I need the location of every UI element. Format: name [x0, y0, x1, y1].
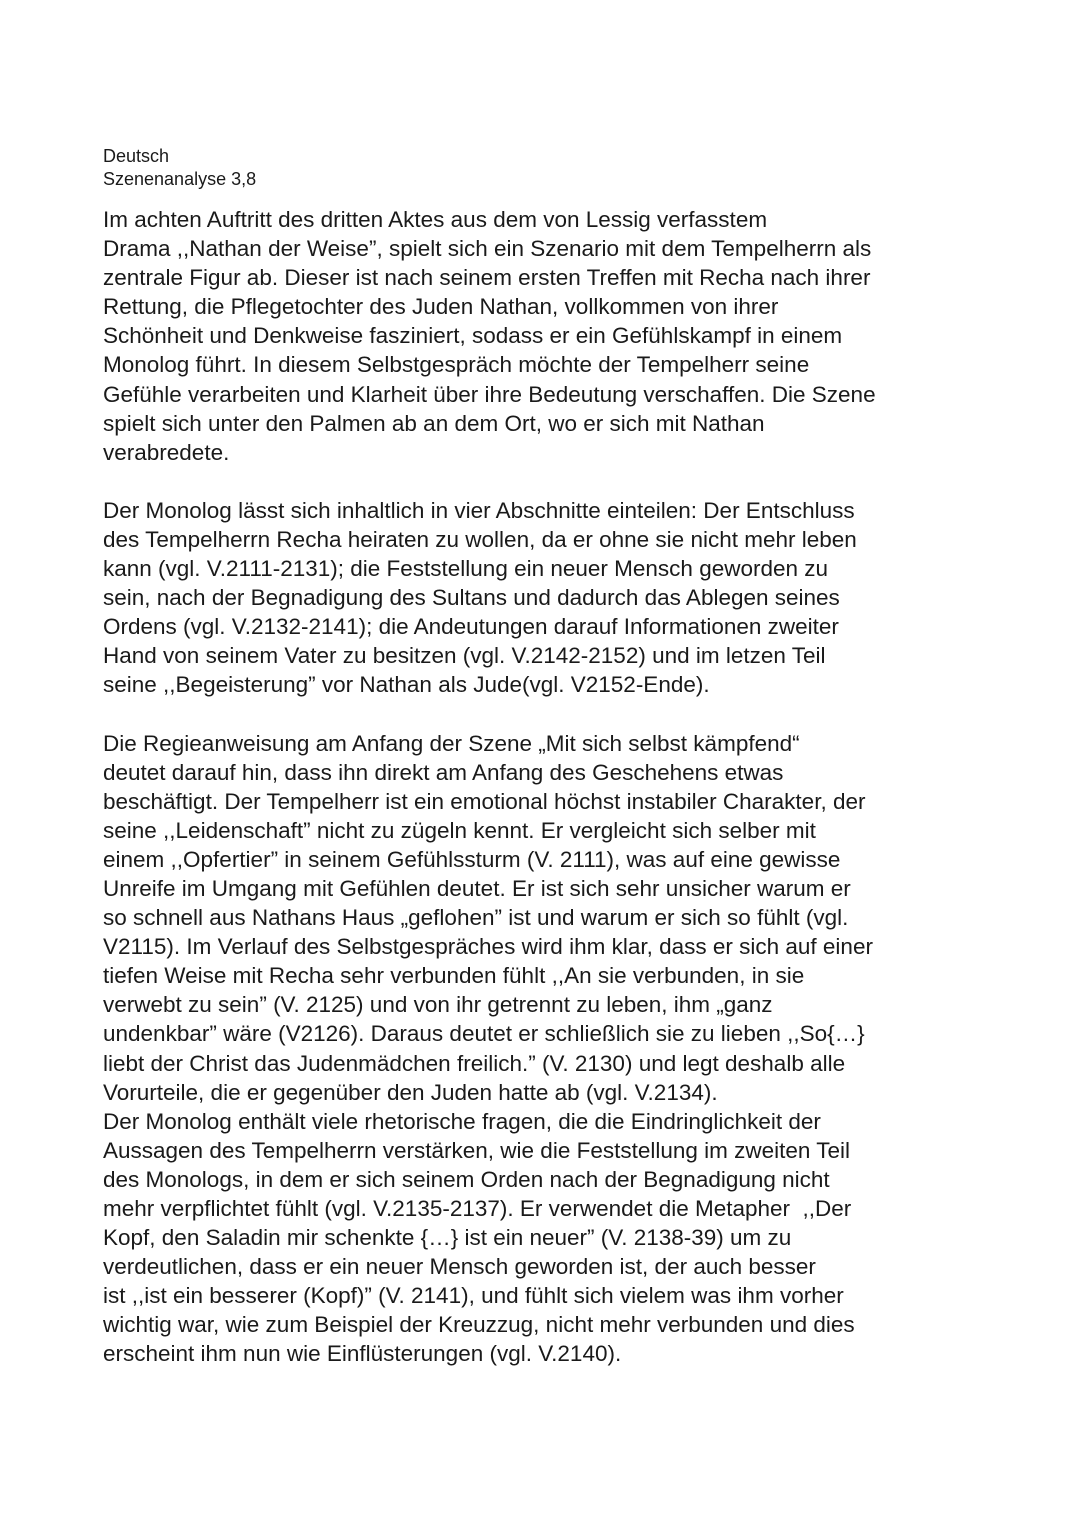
text-line: seine ,,Leidenschaft” nicht zu zügeln kennt. Er vergleicht sich selber mit: [103, 817, 816, 843]
paragraph-2: [103, 496, 983, 700]
paragraph-3: [103, 729, 983, 1369]
text-line: deutet darauf hin, dass ihn direkt am Anfang des Geschehens etwas: [103, 759, 784, 785]
text-line: verdeutlichen, dass er ein neuer Mensch geworden ist, der auch besser: [103, 1254, 816, 1280]
paragraph-1: [103, 205, 983, 467]
text-line: Drama ,,Nathan der Weise”, spielt sich ein Szenario mit dem Tempelherrn als: [103, 236, 872, 262]
text-line: verabredete.: [103, 439, 230, 465]
text-line: spielt sich unter den Palmen ab an dem Ort, wo er sich mit Nathan: [103, 410, 765, 436]
text-line: des Tempelherrn Recha heiraten zu wollen, da er ohne sie nicht mehr leben: [103, 526, 857, 552]
paragraph-gap: [103, 467, 983, 496]
paragraph-gap: [103, 700, 983, 729]
text-line: Vorurteile, die er gegenüber den Juden hatte ab (vgl. V.2134).: [103, 1079, 718, 1105]
text-line: V2115). Im Verlauf des Selbstgespräches wird ihm klar, dass er sich auf einer: [103, 934, 873, 960]
document-header: [103, 145, 983, 191]
subject-label: Deutsch: [103, 146, 170, 166]
text-line: zentrale Figur ab. Dieser ist nach seinem ersten Treffen mit Recha nach ihrer: [103, 265, 871, 291]
document-title: Szenenanalyse 3,8: [103, 169, 257, 189]
text-line: Gefühle verarbeiten und Klarheit über ihre Bedeutung verschaffen. Die Szene: [103, 381, 876, 407]
text-line: tiefen Weise mit Recha sehr verbunden fühlt ,,An sie verbunden, in sie: [103, 963, 805, 989]
text-line: Hand von seinem Vater zu besitzen (vgl. V.2142-2152) und im letzen Teil: [103, 643, 826, 669]
text-line: kann (vgl. V.2111-2131); die Feststellung ein neuer Mensch geworden zu: [103, 556, 829, 582]
text-line: erscheint ihm nun wie Einflüsterungen (vgl. V.2140).: [103, 1341, 622, 1367]
text-line: beschäftigt. Der Tempelherr ist ein emotional höchst instabiler Charakter, der: [103, 788, 866, 814]
text-line: Die Regieanweisung am Anfang der Szene „Mit sich selbst kämpfend“: [103, 730, 800, 756]
text-line: einem ,,Opfertier” in seinem Gefühlssturm (V. 2111), was auf eine gewisse: [103, 846, 841, 872]
document-page: [103, 145, 983, 1369]
text-line: mehr verpflichtet fühlt (vgl. V.2135-2137). Er verwendet die Metapher ,,Der: [103, 1196, 852, 1221]
text-line: Der Monolog enthält viele rhetorische fragen, die die Eindringlichkeit der: [103, 1108, 821, 1134]
text-line: Kopf, den Saladin mir schenkte {…} ist ein neuer” (V. 2138-39) um zu: [103, 1225, 792, 1251]
text-line: wichtig war, wie zum Beispiel der Kreuzzug, nicht mehr verbunden und dies: [103, 1312, 855, 1338]
text-line: Rettung, die Pflegetochter des Juden Nathan, vollkommen von ihrer: [103, 294, 779, 320]
text-line: Im achten Auftritt des dritten Aktes aus dem von Lessig verfasstem: [103, 207, 768, 232]
text-line: sein, nach der Begnadigung des Sultans und dadurch das Ablegen seines: [103, 585, 840, 611]
text-line: Schönheit und Denkweise fasziniert, sodass er ein Gefühlskampf in einem: [103, 323, 843, 349]
text-line: verwebt zu sein” (V. 2125) und von ihr getrennt zu leben, ihm „ganz: [103, 992, 773, 1018]
text-line: Ordens (vgl. V.2132-2141); die Andeutungen darauf Informationen zweiter: [103, 614, 839, 640]
text-line: ist ,,ist ein besserer (Kopf)” (V. 2141), und fühlt sich vielem was ihm vorher: [103, 1283, 844, 1309]
text-line: liebt der Christ das Judenmädchen freilich.” (V. 2130) und legt deshalb alle: [103, 1050, 846, 1076]
text-line: undenkbar” wäre (V2126). Daraus deutet er schließlich sie zu lieben ,,So{…}: [103, 1021, 865, 1047]
text-line: Aussagen des Tempelherrn verstärken, wie die Feststellung im zweiten Teil: [103, 1137, 851, 1163]
text-line: seine ,,Begeisterung” vor Nathan als Jude(vgl. V2152-Ende).: [103, 672, 710, 698]
text-line: Monolog führt. In diesem Selbstgespräch möchte der Tempelherr seine: [103, 352, 810, 378]
text-line: so schnell aus Nathans Haus „geflohen” ist und warum er sich so fühlt (vgl.: [103, 905, 849, 931]
text-line: Der Monolog lässt sich inhaltlich in vier Abschnitte einteilen: Der Entschluss: [103, 497, 855, 523]
text-line: Unreife im Umgang mit Gefühlen deutet. Er ist sich sehr unsicher warum er: [103, 875, 851, 901]
document-body: [103, 205, 983, 1369]
text-line: des Monologs, in dem er sich seinem Orden nach der Begnadigung nicht: [103, 1166, 830, 1192]
